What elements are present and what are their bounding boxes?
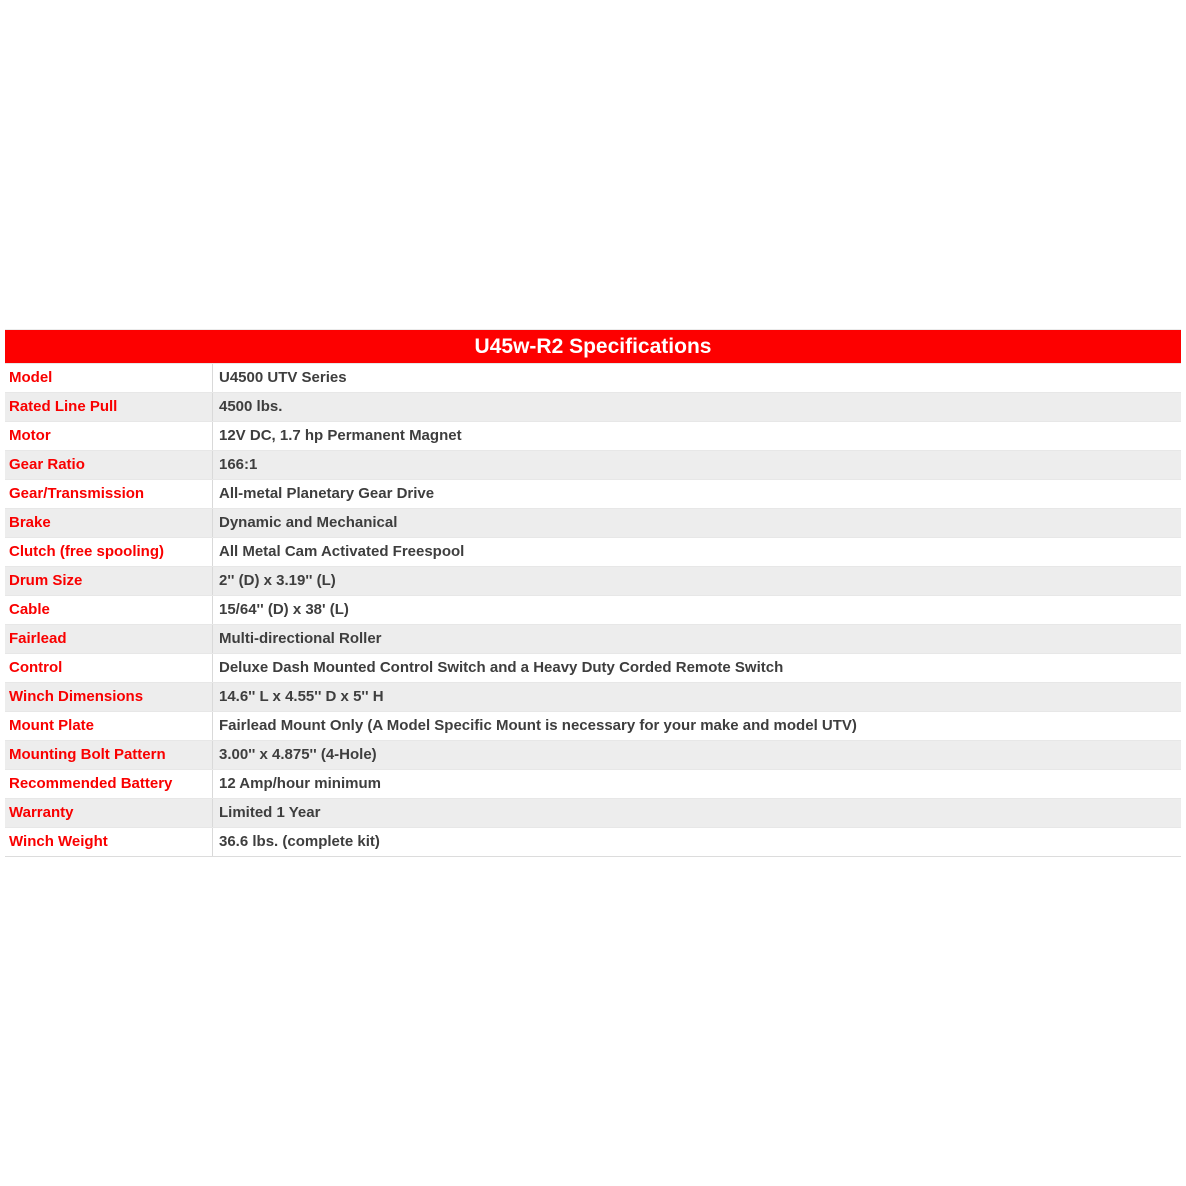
table-row <box>5 653 1181 682</box>
spec-value: Fairlead Mount Only (A Model Specific Mount is necessary for your make and model UTV) <box>219 717 857 734</box>
spec-label: Fairlead <box>5 625 213 653</box>
table-row <box>5 363 1181 392</box>
spec-value: 166:1 <box>219 456 258 473</box>
table-body <box>5 363 1181 856</box>
spec-value: 15/64'' (D) x 38' (L) <box>219 601 349 618</box>
spec-label: Gear Ratio <box>5 451 213 479</box>
table-row <box>5 798 1181 827</box>
spec-label: Cable <box>5 596 213 624</box>
table-title: U45w-R2 Specifications <box>5 330 1181 363</box>
spec-label: Motor <box>5 422 213 450</box>
table-row <box>5 827 1181 856</box>
spec-label: Control <box>5 654 213 682</box>
spec-label: Clutch (free spooling) <box>5 538 213 566</box>
table-row <box>5 508 1181 537</box>
spec-label: Recommended Battery <box>5 770 213 798</box>
table-row <box>5 566 1181 595</box>
table-row <box>5 479 1181 508</box>
table-row <box>5 595 1181 624</box>
spec-label: Brake <box>5 509 213 537</box>
spec-label: Warranty <box>5 799 213 827</box>
spec-label: Winch Dimensions <box>5 683 213 711</box>
spec-value: Dynamic and Mechanical <box>219 514 398 531</box>
specifications-table <box>5 329 1181 857</box>
spec-value: 3.00'' x 4.875'' (4-Hole) <box>219 746 377 763</box>
spec-value: U4500 UTV Series <box>219 369 347 386</box>
spec-label: Winch Weight <box>5 828 213 856</box>
table-row <box>5 624 1181 653</box>
spec-value: 4500 lbs. <box>219 398 283 415</box>
spec-value: All Metal Cam Activated Freespool <box>219 543 465 560</box>
spec-value: Limited 1 Year <box>219 804 321 821</box>
spec-label: Model <box>5 364 213 392</box>
table-row <box>5 740 1181 769</box>
table-row <box>5 711 1181 740</box>
table-row <box>5 392 1181 421</box>
spec-value: 12 Amp/hour minimum <box>219 775 381 792</box>
table-row <box>5 450 1181 479</box>
spec-value: 12V DC, 1.7 hp Permanent Magnet <box>219 427 462 444</box>
table-row <box>5 421 1181 450</box>
spec-label: Mount Plate <box>5 712 213 740</box>
table-row <box>5 769 1181 798</box>
spec-value: Deluxe Dash Mounted Control Switch and a Heavy Duty Corded Remote Switch <box>219 659 784 676</box>
spec-label: Drum Size <box>5 567 213 595</box>
spec-value: 2'' (D) x 3.19'' (L) <box>219 572 336 589</box>
spec-label: Mounting Bolt Pattern <box>5 741 213 769</box>
spec-value: Multi-directional Roller <box>219 630 382 647</box>
spec-label: Gear/Transmission <box>5 480 213 508</box>
table-row <box>5 682 1181 711</box>
spec-value: 14.6'' L x 4.55'' D x 5'' H <box>219 688 384 705</box>
table-row <box>5 537 1181 566</box>
spec-value: 36.6 lbs. (complete kit) <box>219 833 380 850</box>
spec-label: Rated Line Pull <box>5 393 213 421</box>
spec-value: All-metal Planetary Gear Drive <box>219 485 435 502</box>
